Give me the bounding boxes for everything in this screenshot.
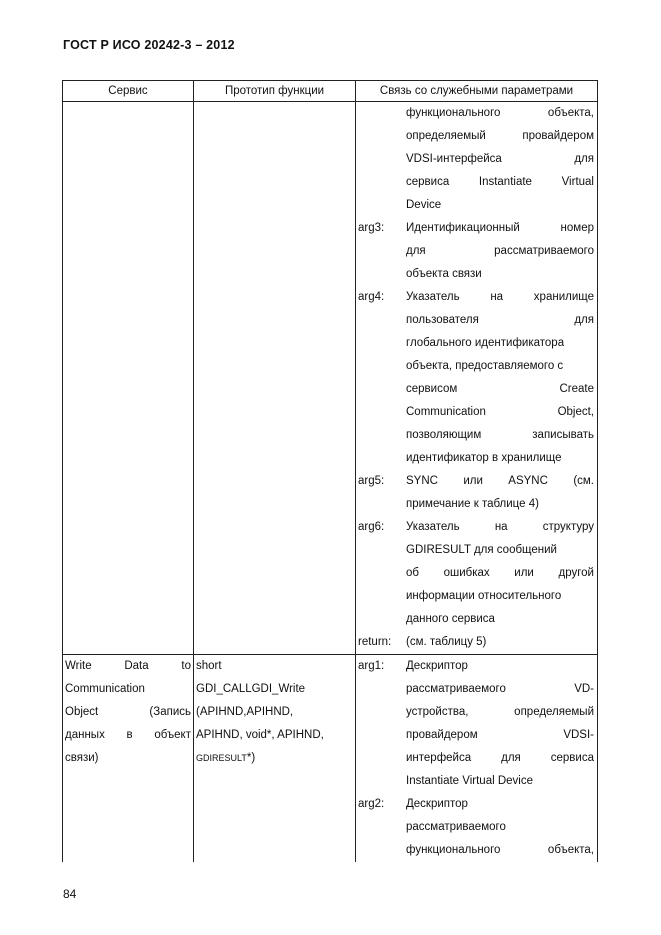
param-text-line: Указатель на хранилище [406,291,594,303]
service-text-line: связи) [65,752,99,764]
service-table [62,80,598,862]
arg-label: arg4: [358,291,385,303]
prototype-text-line: (APIHND,APIHND, [196,706,294,718]
arg-label: arg3: [358,222,385,234]
param-text-line: данного сервиса [406,613,495,625]
args-list [358,102,594,654]
arg-label: arg1: [358,660,385,672]
arg-label: arg5: [358,475,385,487]
param-text-line: Communication Object, [406,406,594,418]
param-text-line: об ошибках или другой [406,567,594,579]
prototype-cell-empty [194,102,356,655]
arg-label: arg6: [358,521,385,533]
arg-description [406,793,594,862]
function-prototype-last-line [196,747,353,770]
param-text-line: пользователя для [406,314,594,326]
param-text-line: информации относительного [406,590,562,602]
arg-description [406,631,594,654]
param-text-line: рассматриваемого [406,821,506,833]
param-text-line: VDSI-интерфейса для [406,153,594,165]
param-text-line: устройства, определяемый [406,706,594,718]
param-text-line: (см. таблицу 5) [406,636,487,648]
prototype-text-line: APIHND, void*, APIHND, [196,729,324,741]
args-list [358,655,594,862]
arg-entry [358,793,594,862]
arg-entry [358,516,594,631]
arg-entry [358,470,594,516]
param-text-line: SYNC или ASYNC (см. [406,475,594,487]
param-text-line: рассматриваемого VD- [406,683,594,695]
param-text-line: глобального идентификатора [406,337,565,349]
arg-description [406,217,594,286]
param-text-line: провайдером VDSI- [406,729,594,741]
param-text-line: объекта связи [406,268,482,280]
param-text-line: Указатель на структуру [406,521,594,533]
param-text-line: GDIRESULT для сообщений [406,544,557,556]
arg-label [358,102,406,217]
params-cell [356,102,598,655]
column-header-params: Связь со служебными параметрами [356,81,598,102]
param-text-line: Instantiate Virtual Device [406,775,533,787]
arg-entry [358,286,594,470]
arg-label: return: [358,636,392,648]
param-text-line: позволяющим записывать [406,429,594,441]
param-text-line: интерфейса для сервиса [406,752,594,764]
params-cell [356,655,598,863]
prototype-text-line: GDI_CALLGDI_Write [196,683,306,695]
arg-entry [358,631,594,654]
gdiresult-type: GDIRESULT [196,753,247,763]
arg-description [406,516,594,631]
param-text-line: сервисом Create [406,383,594,395]
arg-description [406,286,594,470]
service-text-line: Write Data to [65,660,191,672]
arg-description [406,470,594,516]
arg-label: arg2: [358,798,385,810]
table-row [63,655,598,863]
param-text-line: Дескриптор [406,660,468,672]
param-text-line: Идентификационный номер [406,222,594,234]
param-text-line: Device [406,199,442,211]
param-text-line: функционального объекта, [406,844,594,856]
service-name [65,655,191,770]
param-text-line: идентификатор в хранилище [406,452,562,464]
service-text-line: Object (Запись [65,706,191,718]
service-text-line: данных в объект [65,729,191,741]
prototype-suffix: *) [246,752,256,764]
table-row [63,102,598,655]
arg-entry [358,655,594,793]
param-text-line: объекта, предоставляемого с [406,360,564,372]
prototype-text-line: short [196,660,222,672]
service-cell-empty [63,102,194,655]
column-header-prototype: Прототип функции [194,81,356,102]
arg-entry [358,217,594,286]
param-text-line: определяемый провайдером [406,130,594,142]
table-header-row [63,81,598,102]
arg-description [406,655,594,793]
service-cell [63,655,194,863]
page-number: 84 [63,887,77,901]
arg-description [406,102,594,217]
param-text-line: функционального объекта, [406,107,594,119]
service-text-line: Communication [65,683,145,695]
arg-entry [358,102,594,217]
document-header: ГОСТ Р ИСО 20242-3 – 2012 [63,38,235,52]
prototype-cell [194,655,356,863]
param-text-line: для рассматриваемого [406,245,594,257]
function-prototype [196,655,353,747]
param-text-line: сервиса Instantiate Virtual [406,176,594,188]
column-header-service: Сервис [63,81,194,102]
param-text-line: Дескриптор [406,798,468,810]
param-text-line: примечание к таблице 4) [406,498,539,510]
